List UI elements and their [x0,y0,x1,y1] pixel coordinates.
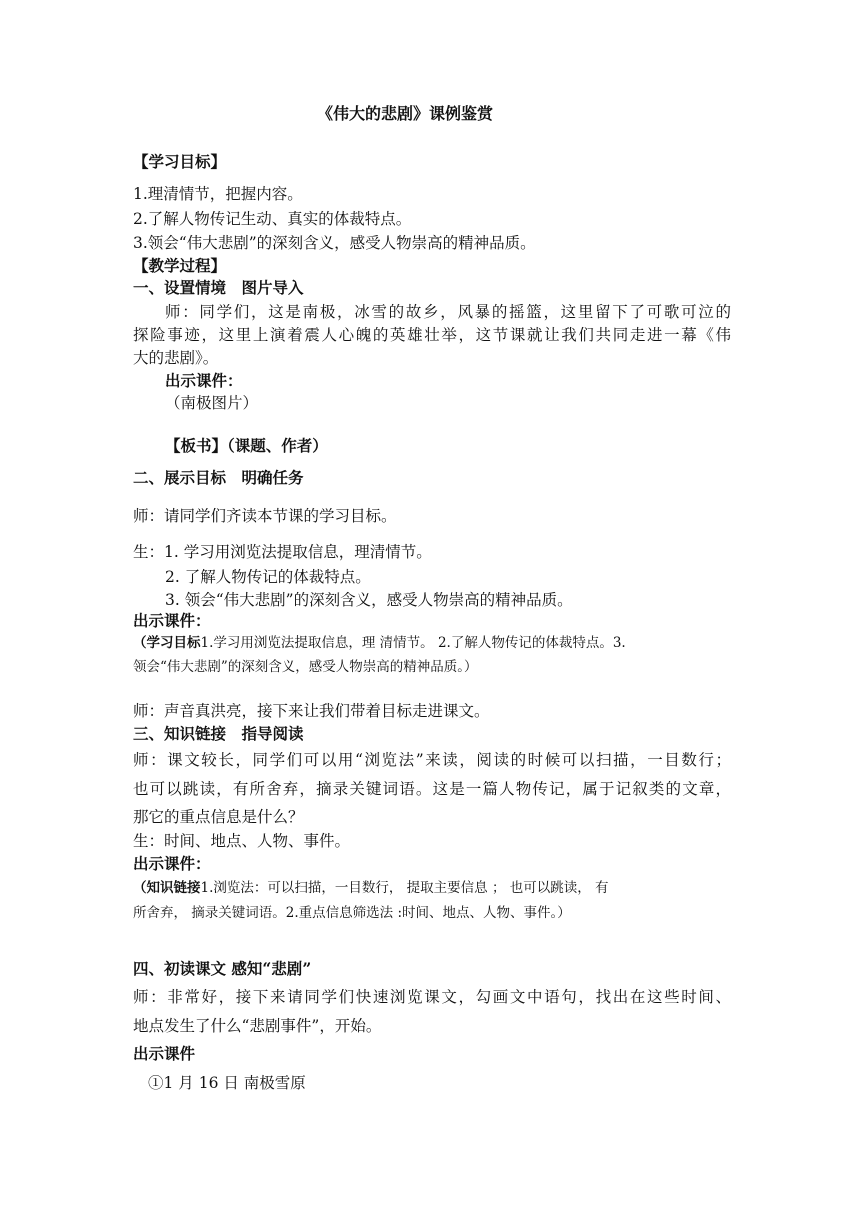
section2-courseware-label: 出示课件： [133,611,211,630]
section4-paragraph-line: 师：非常好，接下来请同学们快速浏览课文，勾画文中语句，找出在这些时间、 [133,988,731,1006]
board-label: 【板书】 [165,436,228,455]
board-line [165,435,328,457]
section2-student-line: 2. 了解人物传记的体裁特点。 [165,568,371,586]
section3-paragraph-line: 师：课文较长，同学们可以用“浏览法”来读，阅读的时候可以扫描，一目数行； [133,751,731,769]
section2-courseware-text: 1.学习用浏览法提取信息，理 清情节。 2.了解人物传记的体裁特点。3. [200,635,626,651]
section3-paragraph-line: 那它的重点信息是什么？ [133,808,304,826]
section3-courseware-line: 所舍弃， 摘录关键词语。2.重点信息筛选法 :时间、地点、人物、事件。） [133,905,571,921]
document-title: 《伟大的悲剧》课例鉴赏 [317,104,494,123]
section2-teacher-line: 师：请同学们齐读本节课的学习目标。 [133,507,397,525]
section4-courseware-item: ①1 月 16 日 南极雪原 [148,1074,306,1092]
section4-paragraph-line: 地点发生了什么“悲剧事件”，开始。 [133,1017,382,1035]
board-note: （课题、作者） [227,436,328,455]
section2-student-line: 3. 领会“伟大悲剧”的深刻含义，感受人物崇高的精神品质。 [165,591,573,609]
section3-student-line: 生：时间、地点、人物、事件。 [133,832,351,850]
section1-courseware-label: 出示课件： [165,371,243,390]
section3-paragraph-line: 也可以跳读，有所舍弃，摘录关键词语。这是一篇人物传记，属于记叙类的文章， [133,780,731,798]
section1-paragraph-line: 探险事迹，这里上演着震人心魄的英雄壮举，这节课就让我们共同走进一幕《伟 [133,326,731,344]
section2-heading: 二、展示目标 明确任务 [133,468,304,487]
section2-courseware-line [133,632,626,654]
objective-item: 3.领会“伟大悲剧”的深刻含义，感受人物崇高的精神品质。 [133,234,536,252]
section2-courseware-tag: （学习目标 [133,635,201,651]
section3-courseware-text: 1.浏览法：可以扫描，一目数行， 提取主要信息 ； 也可以跳读， 有 [200,880,609,896]
section3-courseware-line [133,877,609,899]
section2-student-line: 生：1. 学习用浏览法提取信息，理清情节。 [133,543,432,561]
section3-courseware-label: 出示课件： [133,854,211,873]
section1-paragraph-line: 大的悲剧》。 [133,349,219,367]
process-heading: 【教学过程】 [133,256,227,275]
objectives-heading: 【学习目标】 [133,152,227,171]
section2-teacher-line: 师：声音真洪亮，接下来让我们带着目标走进课文。 [133,702,490,720]
section2-courseware-line: 领会“伟大悲剧”的深刻含义，感受人物崇高的精神品质。） [133,659,478,675]
section3-heading: 三、知识链接 指导阅读 [133,724,304,743]
objective-item: 2.了解人物传记生动、真实的体裁特点。 [133,210,412,228]
section3-courseware-tag: （知识链接 [133,880,201,896]
section1-heading: 一、设置情境 图片导入 [133,278,304,297]
objective-item: 1.理清情节，把握内容。 [133,185,303,203]
section1-courseware-note: （南极图片） [165,394,259,412]
section4-heading: 四、初读课文 感知“悲剧” [133,959,312,978]
section4-courseware-label: 出示课件 [133,1044,196,1063]
section1-paragraph-line: 师：同学们，这是南极，冰雪的故乡，风暴的摇篮，这里留下了可歌可泣的 [165,303,731,321]
